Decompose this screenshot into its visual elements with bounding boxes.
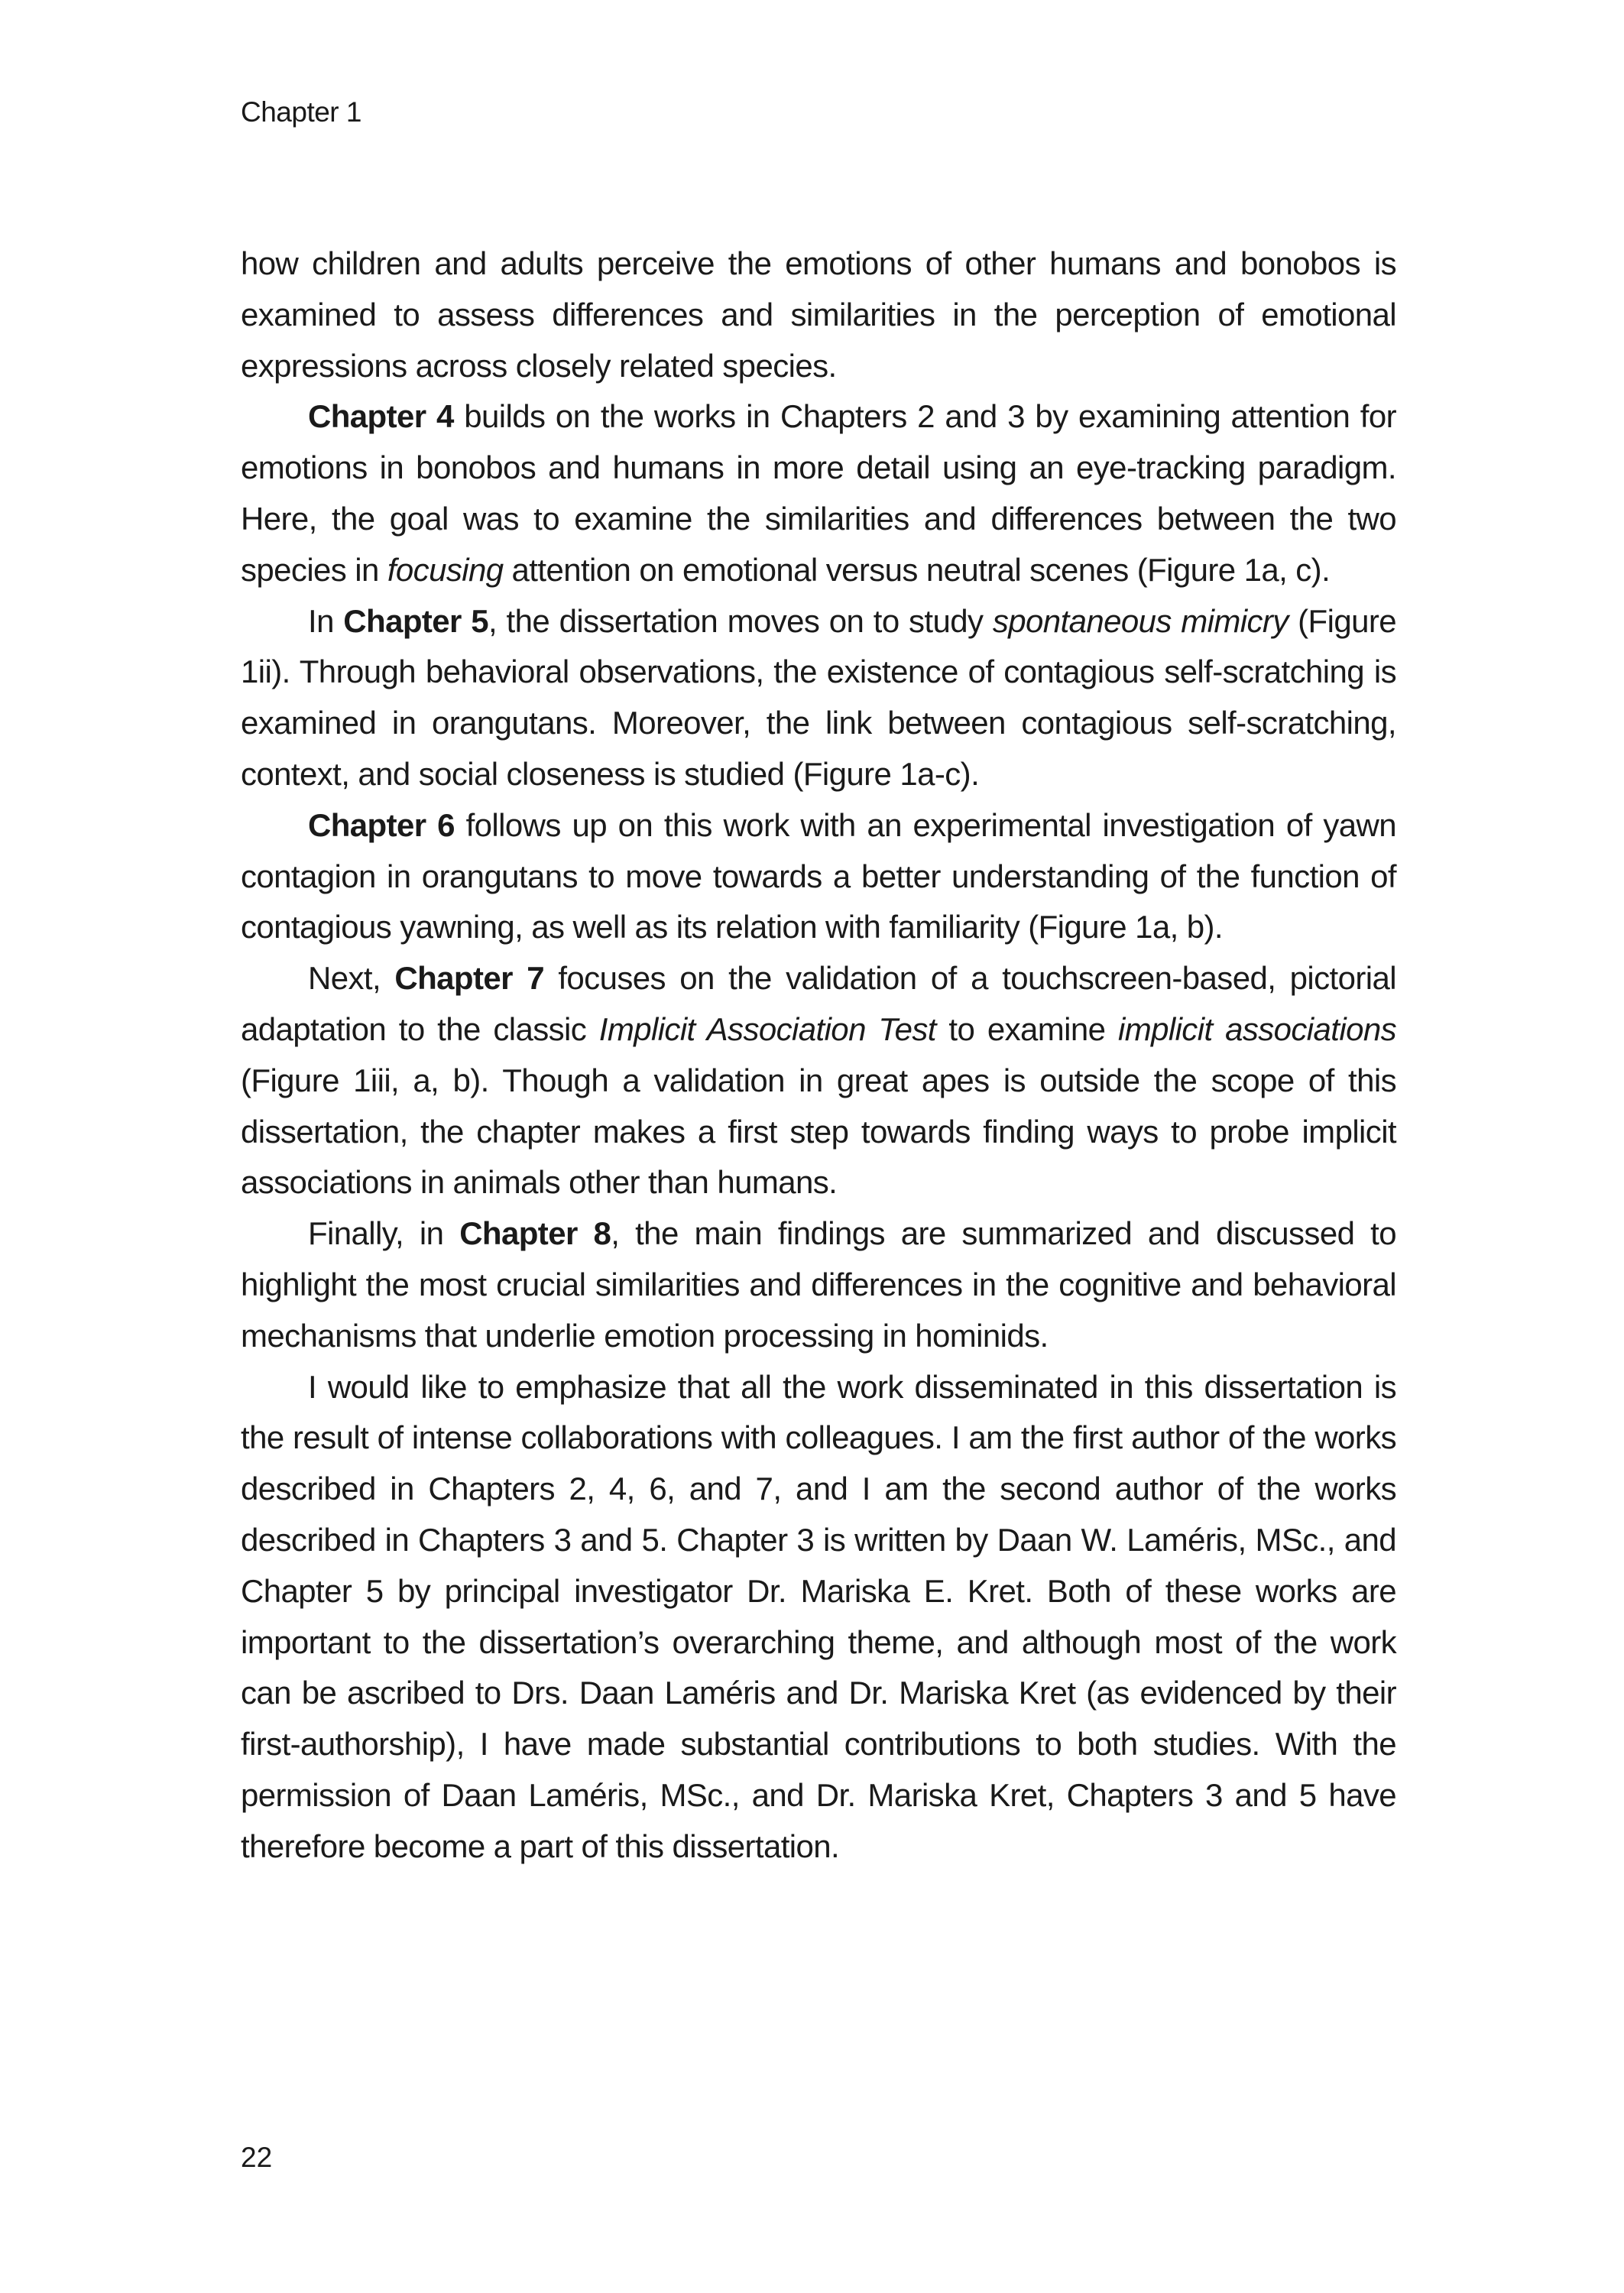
chapter-ref: Chapter 5: [343, 602, 489, 639]
paragraph-3: [241, 596, 1396, 800]
paragraph-text: attention on emotional versus neutral scenes (Figure 1a, c).: [503, 551, 1331, 588]
chapter-ref: Chapter 6: [308, 806, 455, 843]
paragraph-text: to examine: [935, 1010, 1118, 1047]
paragraph-6: [241, 1208, 1396, 1361]
running-head: Chapter 1: [241, 96, 361, 128]
paragraph-7: I would like to emphasize that all the work disseminated in this dissertation is the result of intense collaborations with colleagues. I am the first author of the works described in Chapters 2, 4, 6, and 7, and I am the second author of the works described in Chapters 3 and 5. Chapter 3 is written by Daan W. Laméris, MSc., and Chapter 5 by principal investigator Dr. Mariska E. Kret. Both of these works are important to the dissertation’s overarching theme, and although most of the work can be ascribed to Drs. Daan Laméris and Dr. Mariska Kret (as evidenced by their first-authorship), I have made substantial contributions to both studies. With the permission of Daan Laméris, MSc., and Dr. Mariska Kret, Chapters 3 and 5 have therefore become a part of this dissertation.: [241, 1368, 1396, 1864]
paragraph-text: , the dissertation moves on to study: [488, 602, 993, 639]
emphasis-term: spontaneous mimicry: [992, 602, 1289, 639]
chapter-ref: Chapter 4: [308, 398, 454, 435]
chapter-ref: Chapter 7: [394, 960, 544, 997]
paragraph-4: [241, 800, 1396, 953]
emphasis-term: implicit associations: [1117, 1010, 1397, 1047]
paragraph-text: Next,: [308, 960, 395, 997]
page-number: 22: [241, 2142, 273, 2173]
emphasis-term: focusing: [387, 551, 504, 588]
paragraph-text: Finally, in: [308, 1215, 460, 1252]
body-text: [241, 238, 1396, 1873]
paragraph-text: focuses on the validation of a touchscreen-based, pictorial adaptation to the classic: [241, 960, 1396, 1047]
chapter-ref: Chapter 8: [459, 1215, 611, 1252]
paragraph-text: (Figure 1iii, a, b). Though a validation in great apes is outside the scope of this dissertation, the chapter makes a first step towards finding ways to probe implicit associations in animals other than humans.: [241, 1062, 1396, 1201]
paragraph-text: , the main findings are summarized and discussed to highlight the most crucial similarities and differences in the cognitive and behavioral mechanisms that underlie emotion processing in hominids.: [241, 1215, 1396, 1354]
paragraph-text: builds on the works in Chapters 2 and 3 by examining attention for emotions in bonobos and humans in more detail using an eye-tracking paradigm. Here, the goal was to examine the similarities and differences between the two species in: [241, 398, 1396, 588]
paragraph-5: [241, 953, 1396, 1208]
paragraph-2: [241, 391, 1396, 595]
paragraph-text: (Figure 1ii). Through behavioral observations, the existence of contagious self-scratching is examined in orangutans. Moreover, the link between contagious self-scratching, context, and social closeness is studied (Figure 1a-c).: [241, 602, 1397, 792]
paragraph-text: follows up on this work with an experimental investigation of yawn contagion in orangutans to move towards a better understanding of the function of contagious yawning, as well as its relation with familiarity (Figure 1a, b).: [241, 806, 1396, 945]
paragraph-text: In: [308, 602, 344, 639]
emphasis-term: Implicit Association Test: [598, 1010, 936, 1047]
paragraph-1: how children and adults perceive the emotions of other humans and bonobos is examined to assess differences and similarities in the perception of emotional expressions across closely related species.: [241, 245, 1396, 384]
